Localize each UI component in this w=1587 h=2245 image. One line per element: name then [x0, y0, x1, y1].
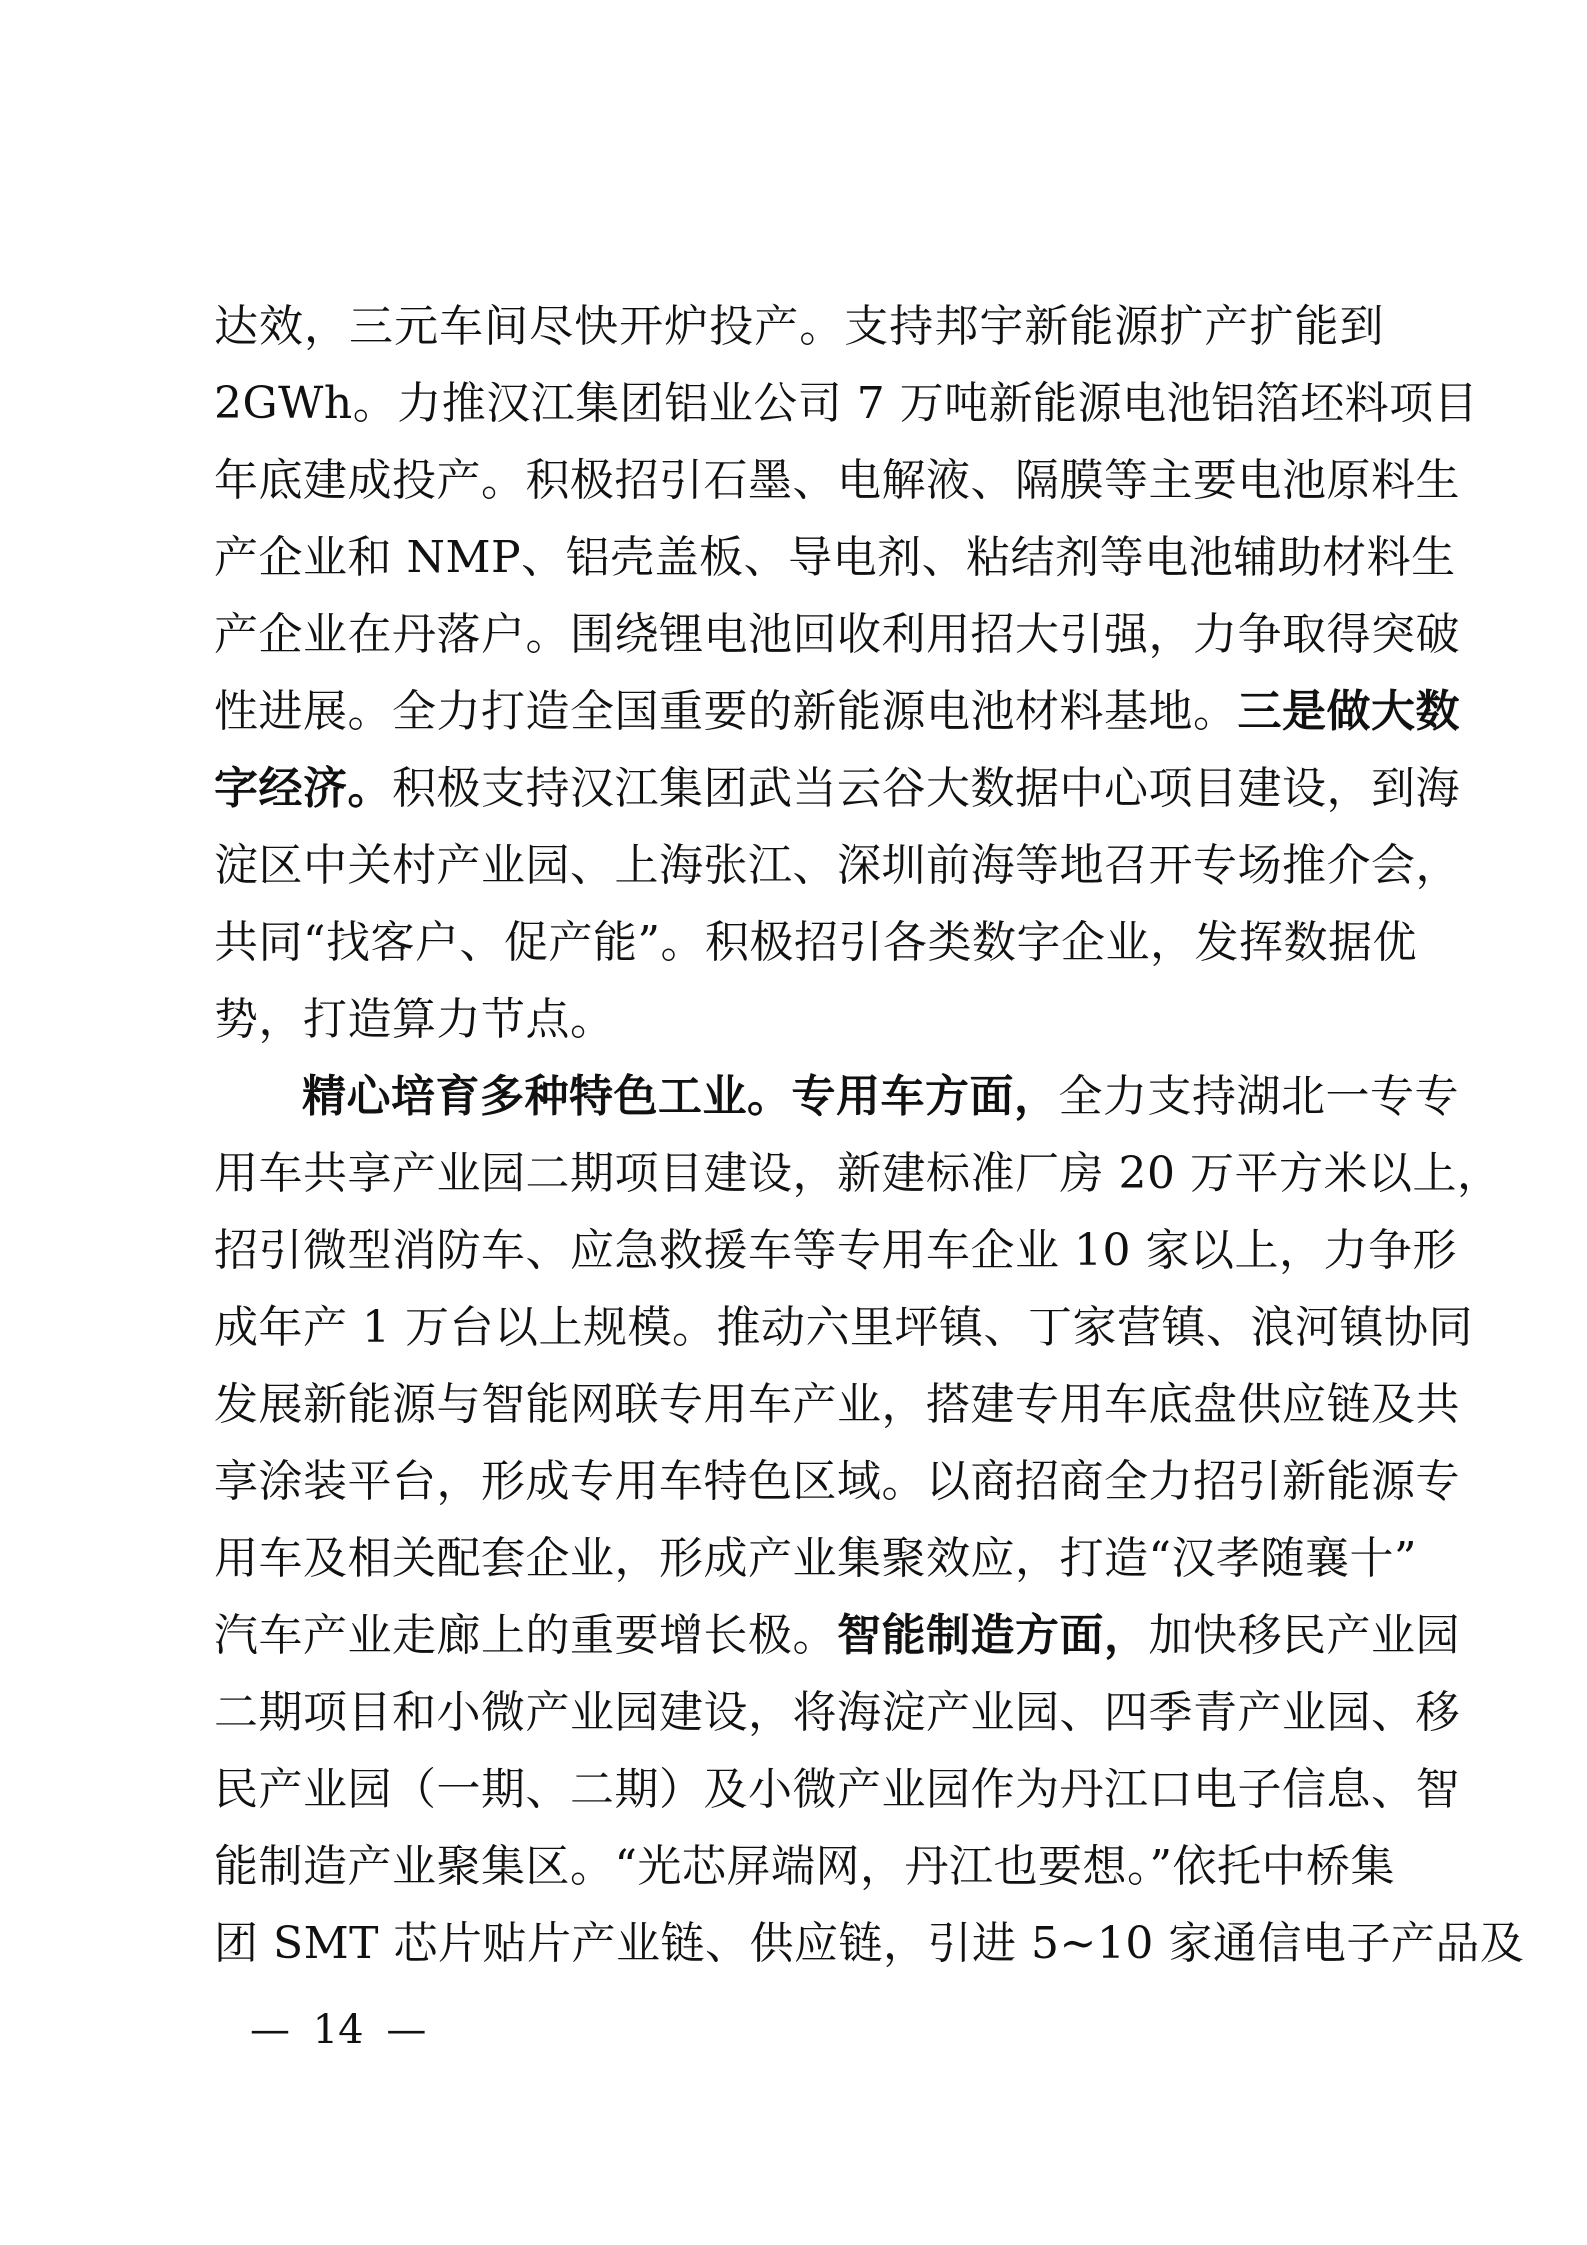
paragraph-2-line-10: 民产业园（一期、二期）及小微产业园作为丹江口电子信息、智 [214, 1764, 1460, 1815]
paragraph-1-line-3: 年底建成投产。积极招引石墨、电解液、隔膜等主要电池原料生 [214, 455, 1460, 506]
heading-digital-economy-part-1: 三是做大数 [1237, 686, 1460, 737]
paragraph-1-line-6-text: 性进展。全力打造全国重要的新能源电池材料基地。 [214, 686, 1238, 737]
heading-digital-economy-part-2: 字经济。 [214, 763, 392, 814]
paragraph-1-line-1: 达效，三元车间尽快开炉投产。支持邦宇新能源扩产扩能到 [214, 301, 1384, 352]
paragraph-2-line-8-text-b: 加快移民产业园 [1148, 1610, 1460, 1661]
paragraph-2-line-12: 团 SMT 芯片贴片产业链、供应链，引进 5~10 家通信电子产品及 [214, 1918, 1525, 1969]
heading-special-industries: 精心培育多种特色工业。专用车方面， [302, 1071, 1059, 1122]
paragraph-1-line-7 [214, 750, 1460, 827]
body-text [214, 288, 1525, 1982]
paragraph-2-line-9: 二期项目和小微产业园建设，将海淀产业园、四季青产业园、移 [214, 1687, 1460, 1738]
paragraph-2-line-11: 能制造产业聚集区。“光芯屏端网，丹江也要想。”依托中桥集 [214, 1841, 1395, 1892]
paragraph-2-line-3: 招引微型消防车、应急救援车等专用车企业 10 家以上，力争形 [214, 1225, 1457, 1276]
paragraph-2-line-6: 享涂装平台，形成专用车特色区域。以商招商全力招引新能源专 [214, 1456, 1460, 1507]
paragraph-2-line-1-text: 全力支持湖北一专专 [1058, 1071, 1459, 1122]
paragraph-1-line-5: 产企业在丹落户。围绕锂电池回收利用招大引强，力争取得突破 [214, 609, 1460, 660]
paragraph-1-line-9: 共同“找客户、促产能”。积极招引各类数字企业，发挥数据优 [214, 917, 1417, 968]
paragraph-2-line-8 [214, 1597, 1460, 1674]
paragraph-1-line-7-text: 积极支持汉江集团武当云谷大数据中心项目建设，到海 [392, 763, 1460, 814]
paragraph-1-line-6 [214, 673, 1460, 750]
heading-smart-manufacturing: 智能制造方面， [837, 1610, 1149, 1661]
paragraph-2-line-5: 发展新能源与智能网联专用车产业，搭建专用车底盘供应链及共 [214, 1379, 1460, 1430]
paragraph-1-line-4: 产企业和 NMP、铝壳盖板、导电剂、粘结剂等电池辅助材料生 [214, 532, 1456, 583]
page-number: — 14 — [250, 2007, 427, 2053]
paragraph-2-line-1 [214, 1058, 1459, 1135]
paragraph-2-line-7: 用车及相关配套企业，形成产业集聚效应，打造“汉孝随襄十” [214, 1533, 1417, 1584]
paragraph-1-line-2: 2GWh。力推汉江集团铝业公司 7 万吨新能源电池铝箔坯料项目 [214, 378, 1479, 429]
paragraph-2-line-2: 用车共享产业园二期项目建设，新建标准厂房 20 万平方米以上， [214, 1148, 1502, 1199]
paragraph-1-line-10: 势，打造算力节点。 [214, 994, 615, 1045]
paragraph-1-line-8: 淀区中关村产业园、上海张江、深圳前海等地召开专场推介会， [214, 840, 1460, 891]
paragraph-2-line-4: 成年产 1 万台以上规模。推动六里坪镇、丁家营镇、浪河镇协同 [214, 1302, 1473, 1353]
paragraph-2-line-8-text-a: 汽车产业走廊上的重要增长极。 [214, 1610, 837, 1661]
